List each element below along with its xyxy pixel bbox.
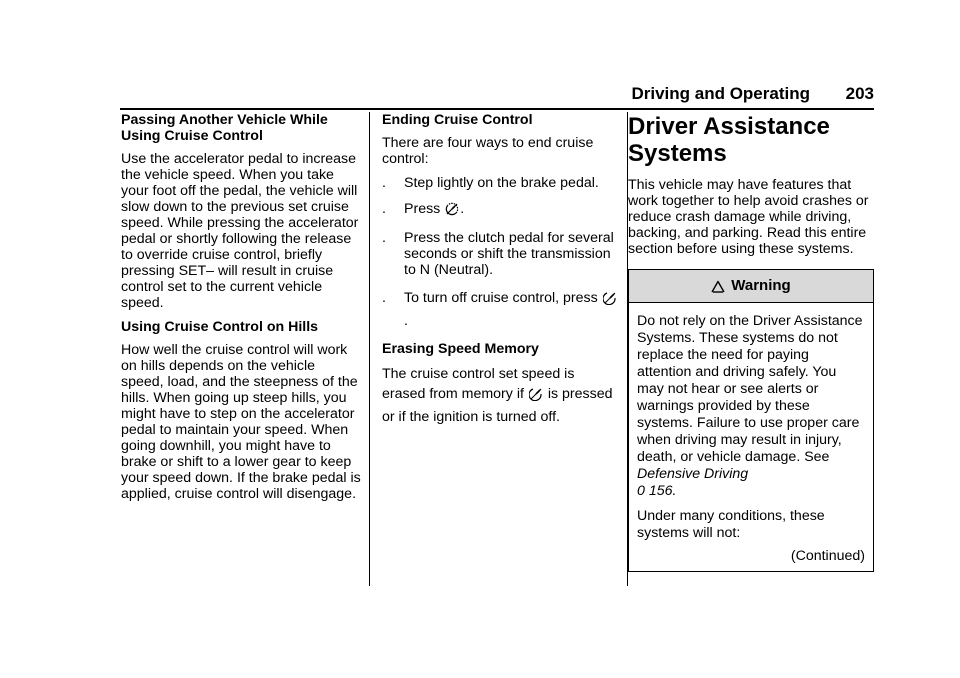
list-item [382, 288, 620, 331]
bullet-text: Press [404, 201, 441, 217]
paragraph-intro: This vehicle may have features that work together to help avoid crashes or reduce crash damage while driving, backing, and parking. Read this entire section before using these systems. [628, 177, 869, 257]
warning-header [629, 270, 873, 303]
paragraph-ending-intro: There are four ways to end cruise control: [382, 135, 594, 167]
column-3 [628, 112, 878, 572]
bullet-marker: . [382, 290, 386, 306]
warning-ref: Defensive Driving [637, 466, 749, 482]
section-title: Driver Assistance Systems [628, 113, 830, 167]
bullet-marker: . [382, 201, 386, 217]
page-number: 203 [845, 84, 874, 103]
heading-erasing: Erasing Speed Memory [382, 341, 539, 357]
cruise-on-off-icon [529, 387, 543, 407]
warning-box [628, 269, 874, 572]
heading-passing: Passing Another Vehicle While Using Cruise Control [121, 112, 328, 144]
warning-body [629, 303, 873, 571]
warning-main-text: Do not rely on the Driver Assistance Systems. These systems do not replace the need for paying attention and driving safely. You may not hear or see alerts or warnings provided by these systems. Failure to use proper care when driving may result in injury, death, or vehicle damage. See [637, 313, 863, 465]
erase-text-1: The cruise control set speed is erased from memory if [382, 366, 575, 402]
warning-text [637, 313, 865, 500]
column-divider-left [369, 112, 370, 586]
paragraph-erasing [382, 364, 620, 427]
column-2 [382, 112, 620, 435]
continued-label: (Continued) [790, 548, 865, 564]
list-item [382, 201, 620, 220]
list-item [382, 230, 620, 278]
cruise-cancel-icon [445, 202, 459, 220]
heading-hills: Using Cruise Control on Hills [121, 319, 319, 335]
paragraph-hills: How well the cruise control will work on hills depends on the vehicle speed, load, and the steepness of the hills. When going up steep hills, you might have to step on the accelerator pedal to maintain your speed. When going downhill, you might have to brake or shift to a lower gear to keep your speed down. If the brake pedal is applied, cruise control will disengage. [121, 342, 361, 502]
bullet-marker: . [382, 230, 386, 246]
erase-text-2: is pressed or if the ignition is turned off. [382, 386, 613, 425]
heading-ending: Ending Cruise Control [382, 112, 533, 128]
bullet-suffix: . [404, 313, 408, 329]
bullet-marker: . [382, 175, 386, 191]
cruise-on-off-icon [603, 291, 617, 311]
warning-page-ref: 0 156. [637, 483, 677, 499]
warning-triangle-icon [711, 280, 725, 293]
paragraph-passing: Use the accelerator pedal to increase the vehicle speed. When you take your foot off the pedal, the vehicle will slow down to the previous set cruise speed. While pressing the accelerator pedal or shortly following the release to override cruise control, briefly pressing SET– will result in cruise control set to the current vehicle speed. [121, 151, 359, 311]
warning-label: Warning [731, 277, 791, 294]
header-rule [120, 108, 874, 110]
column-1 [121, 112, 361, 510]
bullet-text: Press the clutch pedal for several seconds or shift the transmission to N (Neutral). [404, 230, 614, 278]
conditions-text: Under many conditions, these systems will not: [637, 508, 825, 541]
bullet-text: Step lightly on the brake pedal. [404, 175, 599, 191]
page-header [120, 82, 874, 110]
list-item [382, 175, 620, 191]
bullet-suffix: . [460, 201, 465, 217]
section-name: Driving and Operating [631, 84, 810, 103]
bullet-text: To turn off cruise control, press [404, 290, 598, 306]
